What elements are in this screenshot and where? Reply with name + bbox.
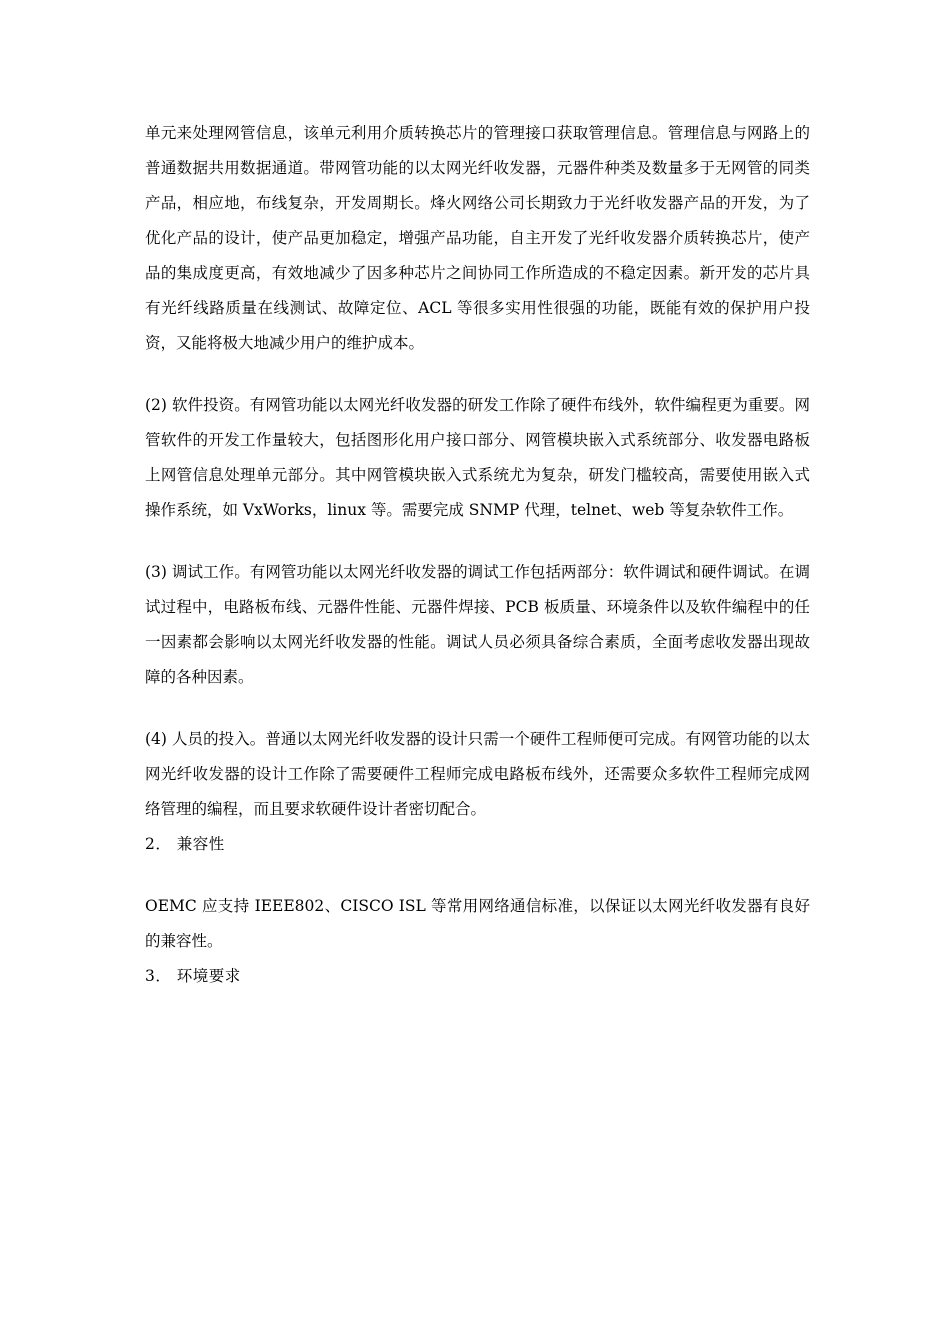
- paragraph-staffing: (4) 人员的投入。普通以太网光纤收发器的设计只需一个硬件工程师便可完成。有网管功能的以太网光纤收发器的设计工作除了需要硬件工程师完成电路板布线外，还需要众多软件工程师完成网络管理的编程，而且要求软硬件设计者密切配合。: [145, 730, 810, 818]
- paragraph-media-conversion: 单元来处理网管信息，该单元利用介质转换芯片的管理接口获取管理信息。管理信息与网路上的普通数据共用数据通道。带网管功能的以太网光纤收发器，元器件种类及数量多于无网管的同类产品，相应地，布线复杂，开发周期长。烽火网络公司长期致力于光纤收发器产品的开发，为了优化产品的设计，使产品更加稳定，增强产品功能，自主开发了光纤收发器介质转换芯片，使产品的集成度更高，有效地减少了因多种芯片之间协同工作所造成的不稳定因素。新开发的芯片具有光纤线路质量在线测试、故障定位、ACL 等很多实用性很强的功能，既能有效的保护用户投资，又能将极大地减少用户的维护成本。: [145, 124, 810, 352]
- section-heading-compatibility: 2． 兼容性: [145, 835, 225, 853]
- section-heading-environment: 3． 环境要求: [145, 967, 241, 985]
- paragraph-software-investment: (2) 软件投资。有网管功能以太网光纤收发器的研发工作除了硬件布线外，软件编程更为重要。网管软件的开发工作量较大，包括图形化用户接口部分、网管模块嵌入式系统部分、收发器电路板上网管信息处理单元部分。其中网管模块嵌入式系统尤为复杂，研发门槛较高，需要使用嵌入式操作系统，如 VxWorks，linux 等。需要完成 SNMP 代理，telnet、web 等复杂软件工作。: [145, 396, 810, 519]
- document-page: [145, 116, 810, 994]
- paragraph-debugging: (3) 调试工作。有网管功能以太网光纤收发器的调试工作包括两部分：软件调试和硬件调试。在调试过程中，电路板布线、元器件性能、元器件焊接、PCB 板质量、环境条件以及软件编程中的任一因素都会影响以太网光纤收发器的性能。调试人员必须具备综合素质，全面考虑收发器出现故障的各种因素。: [145, 563, 810, 686]
- paragraph-compatibility: OEMC 应支持 IEEE802、CISCO ISL 等常用网络通信标准，以保证以太网光纤收发器有良好的兼容性。: [145, 897, 810, 950]
